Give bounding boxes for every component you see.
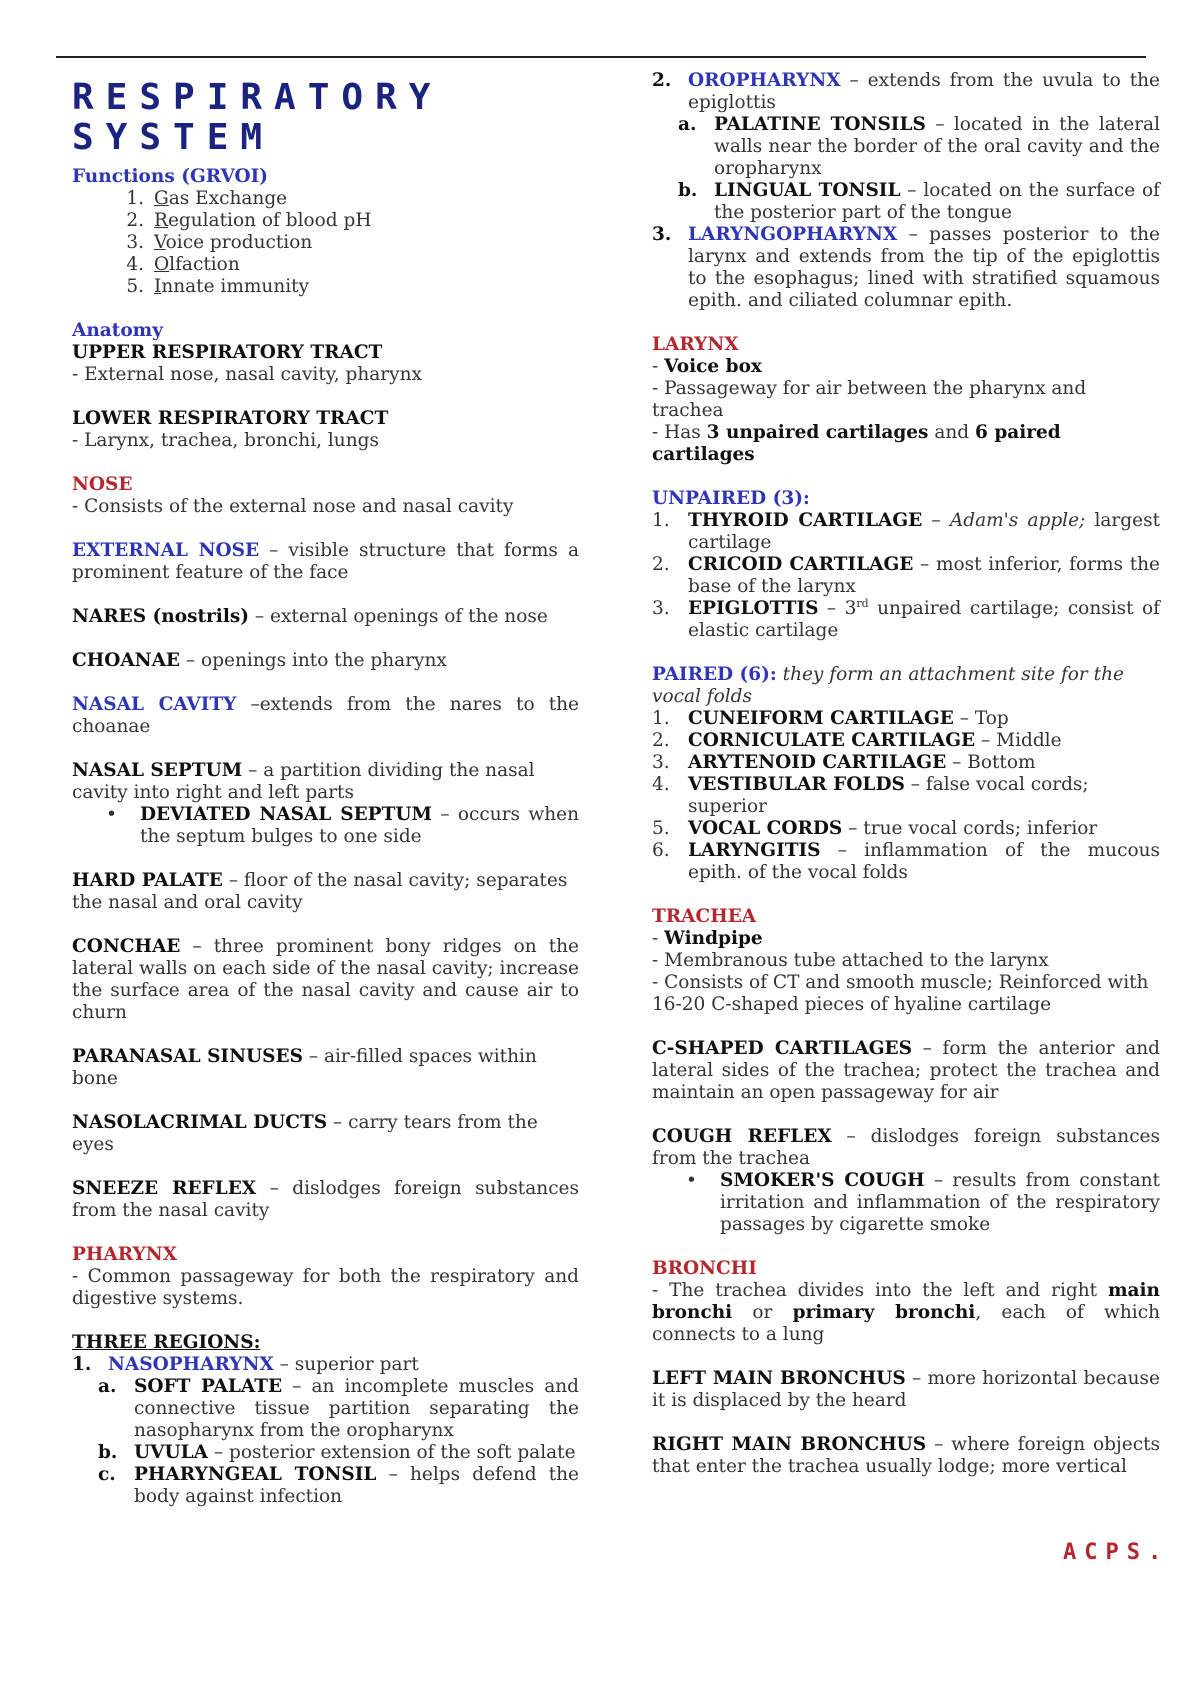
paired-heading: PAIRED (6): they form an attachment site for the vocal folds [652, 664, 1124, 707]
lower-tract-title: LOWER RESPIRATORY TRACT [72, 408, 389, 429]
lower-tract-text: - Larynx, trachea, bronchi, lungs [72, 430, 379, 451]
pharynx-text: - Common passageway for both the respiratory and digestive systems. [72, 1266, 579, 1309]
list-item: a. PALATINE TONSILS – located in the lateral walls near the border of the oral cavity and the oropharynx [678, 114, 1160, 179]
oropharynx-entry: 2. OROPHARYNX – extends from the uvula to the epiglottis [652, 70, 1160, 113]
pharynx-heading: PHARYNX [72, 1244, 178, 1265]
list-item: 1. Gas Exchange [126, 188, 288, 209]
list-item: 4. VESTIBULAR FOLDS – false vocal cords; superior [652, 774, 1089, 817]
list-item: b. UVULA – posterior extension of the soft palate [98, 1442, 576, 1463]
list-item: 2. Regulation of blood pH [126, 210, 372, 231]
top-rule [56, 56, 1146, 58]
larynx-line-2: - Passageway for air between the pharynx and trachea [652, 378, 1087, 421]
page-title: RESPIRATORY SYSTEM [72, 77, 443, 158]
bullet-icon: • [106, 804, 117, 825]
left-main-bronchus-entry: LEFT MAIN BRONCHUS – more horizontal because it is displaced by the heard [652, 1368, 1160, 1411]
list-item: 3. Voice production [126, 232, 313, 253]
list-item: 3. EPIGLOTTIS – 3rd unpaired cartilage; consist of elastic cartilage [652, 596, 1160, 641]
acps-logo: ACPS. [1063, 1540, 1170, 1565]
nasolacrimal-ducts-entry: NASOLACRIMAL DUCTS – carry tears from the eyes [72, 1112, 538, 1155]
deviated-septum-entry: • DEVIATED NASAL SEPTUM – occurs when the septum bulges to one side [106, 804, 579, 847]
unpaired-heading: UNPAIRED (3): [652, 488, 810, 509]
list-item: 4. Olfaction [126, 254, 240, 275]
list-item: 6. LARYNGITIS – inflammation of the mucous epith. of the vocal folds [652, 840, 1160, 883]
trachea-heading: TRACHEA [652, 906, 757, 927]
trachea-line-1: - Windpipe [652, 928, 763, 949]
larynx-line-1: - Voice box [652, 356, 762, 377]
anatomy-heading: Anatomy [72, 320, 164, 341]
list-item: 2. CORNICULATE CARTILAGE – Middle [652, 730, 1062, 751]
left-column [72, 70, 579, 1508]
regions-heading: THREE REGIONS: [72, 1332, 261, 1353]
larynx-heading: LARYNX [652, 334, 739, 355]
list-item: 5. Innate immunity [126, 276, 310, 297]
functions-heading: Functions (GRVOI) [72, 166, 269, 187]
nose-text: - Consists of the external nose and nasal cavity [72, 496, 514, 517]
bronchi-text: - The trachea divides into the left and right main bronchi or primary bronchi, each of which connects to a lung [652, 1280, 1160, 1345]
smokers-cough-entry: • SMOKER'S COUGH – results from constant irritation and inflammation of the respiratory passages by cigarette smoke [686, 1170, 1160, 1235]
list-item: 5. VOCAL CORDS – true vocal cords; inferior [652, 818, 1098, 839]
list-item: 1. CUNEIFORM CARTILAGE – Top [652, 708, 1009, 729]
nasopharynx-entry: 1. NASOPHARYNX – superior part [72, 1354, 419, 1375]
bullet-icon: • [686, 1170, 697, 1191]
upper-tract-title: UPPER RESPIRATORY TRACT [72, 342, 383, 363]
larynx-line-3: - Has 3 unpaired cartilages and 6 paired cartilages [652, 422, 1061, 465]
choanae-entry: CHOANAE – openings into the pharynx [72, 650, 447, 671]
list-item: a. SOFT PALATE – an incomplete muscles and connective tissue partition separating the nasopharynx from the oropharynx [98, 1376, 579, 1441]
functions-list [72, 188, 579, 298]
sneeze-reflex-entry: SNEEZE REFLEX – dislodges foreign substances from the nasal cavity [72, 1178, 579, 1221]
c-shaped-cartilages-entry: C-SHAPED CARTILAGES – form the anterior and lateral sides of the trachea; protect the trachea and maintain an open passageway for air [652, 1038, 1160, 1103]
hard-palate-entry: HARD PALATE – floor of the nasal cavity; separates the nasal and oral cavity [72, 870, 568, 913]
conchae-entry: CONCHAE – three prominent bony ridges on the lateral walls on each side of the nasal cavity; increase the surface area of the nasal cavity and cause air to churn [72, 936, 579, 1023]
list-item: 3. ARYTENOID CARTILAGE – Bottom [652, 752, 1036, 773]
cough-reflex-entry: COUGH REFLEX – dislodges foreign substances from the trachea [652, 1126, 1161, 1169]
trachea-line-2: - Membranous tube attached to the larynx [652, 950, 1049, 971]
list-item: c. PHARYNGEAL TONSIL – helps defend the body against infection [98, 1464, 580, 1507]
nose-heading: NOSE [72, 474, 133, 495]
upper-tract-text: - External nose, nasal cavity, pharynx [72, 364, 422, 385]
external-nose-entry: EXTERNAL NOSE – visible structure that forms a prominent feature of the face [72, 540, 579, 583]
nares-entry: NARES (nostrils) – external openings of the nose [72, 606, 548, 627]
list-item: 2. CRICOID CARTILAGE – most inferior, forms the base of the larynx [652, 554, 1160, 597]
trachea-line-3: - Consists of CT and smooth muscle; Reinforced with 16-20 C-shaped pieces of hyaline cartilage [652, 972, 1149, 1015]
list-item: b. LINGUAL TONSIL – located on the surface of the posterior part of the tongue [678, 180, 1160, 223]
bronchi-heading: BRONCHI [652, 1258, 757, 1279]
nasal-septum-entry: NASAL SEPTUM – a partition dividing the nasal cavity into right and left parts [72, 760, 535, 803]
list-item: 1. THYROID CARTILAGE – Adam's apple; largest cartilage [652, 510, 1160, 553]
right-column [652, 70, 1160, 1478]
laryngopharynx-entry: 3. LARYNGOPHARYNX – passes posterior to the larynx and extends from the tip of the epiglottis to the esophagus; lined with stratified squamous epith. and ciliated columnar epith. [652, 224, 1160, 311]
right-main-bronchus-entry: RIGHT MAIN BRONCHUS – where foreign objects that enter the trachea usually lodge; more vertical [652, 1434, 1160, 1477]
paranasal-sinuses-entry: PARANASAL SINUSES – air-filled spaces within bone [72, 1046, 537, 1089]
nasal-cavity-entry: NASAL CAVITY –extends from the nares to the choanae [72, 694, 579, 737]
